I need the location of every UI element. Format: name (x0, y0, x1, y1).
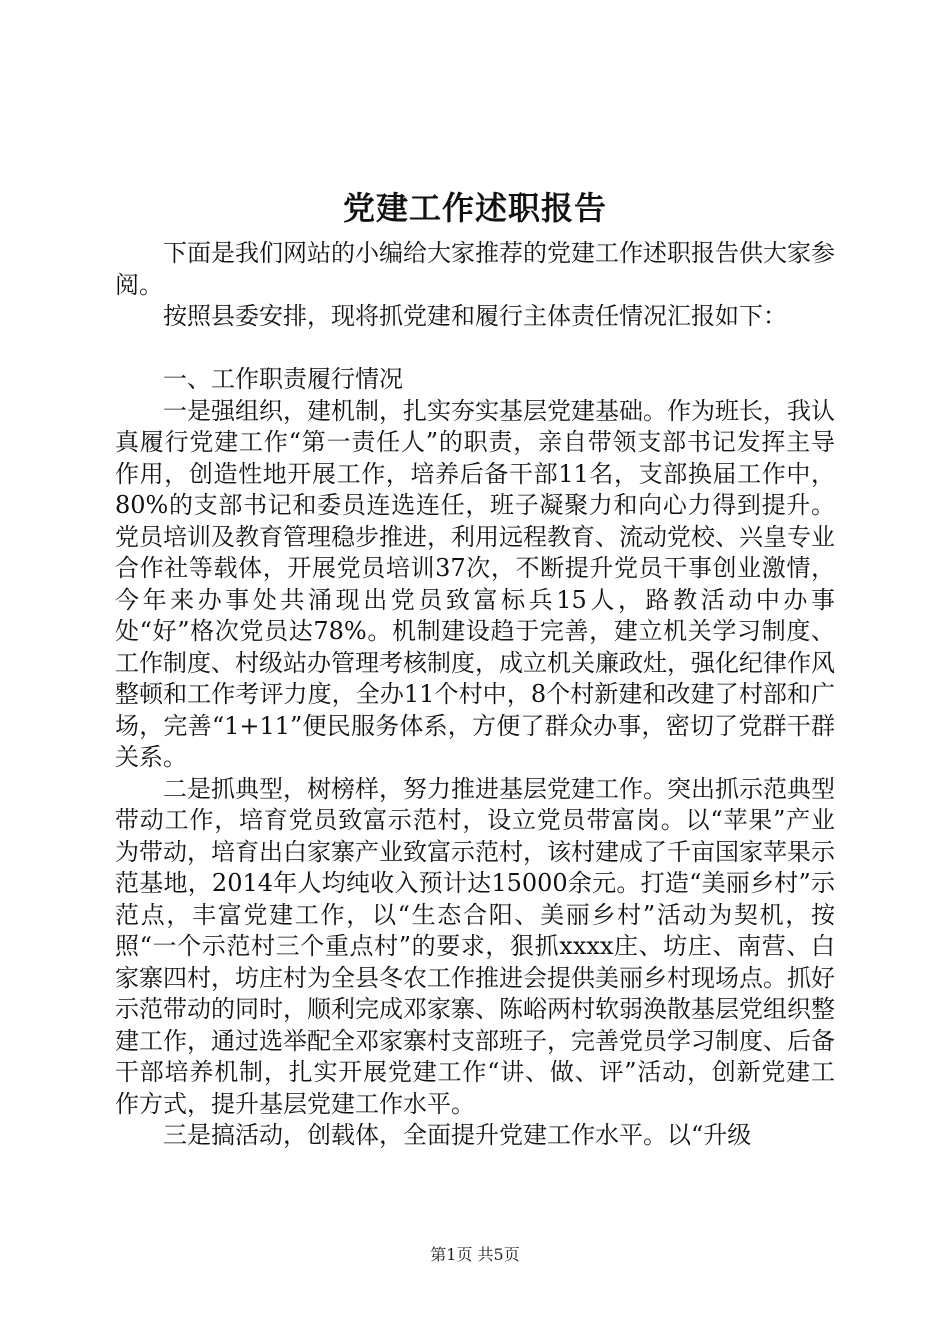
intro-paragraph: 下面是我们网站的小编给大家推荐的党建工作述职报告供大家参阅。 (115, 239, 835, 299)
body-paragraph: 二是抓典型，树榜样，努力推进基层党建工作。突出抓示范典型带动工作，培育党员致富示范村，设立党员带富岗。以“苹果”产业为带动，培育出白家寨产业致富示范村，该村建成了千亩国家苹果示范基地，2014年人均纯收入预计达15000余元。打造“美丽乡村”示范点，丰富党建工作，以“生态合阳、美丽乡村”活动为契机，按照“一个示范村三个重点村”的要求，狠抓xxxx庄、坊庄、南营、白家寨四村，坊庄村为全县冬农工作推进会提供美丽乡村现场点。抓好示范带动的同时，顺利完成邓家寨、陈峪两村软弱涣散基层党组织整建工作，通过选举配全邓家寨村支部班子，完善党员学习制度、后备干部培养机制，扎实开展党建工作“讲、做、评”活动，创新党建工作方式，提升基层党建工作水平。 (115, 774, 835, 1118)
section-heading: 一、工作职责履行情况 (163, 365, 403, 393)
report-opening-paragraph: 按照县委安排，现将抓党建和履行主体责任情况汇报如下： (163, 302, 787, 330)
body-paragraph: 三是搞活动，创载体，全面提升党建工作水平。以“升级 (163, 1121, 752, 1149)
body-paragraph: 一是强组织，建机制，扎实夯实基层党建基础。作为班长，我认真履行党建工作“第一责任人”的职责，亲自带领支部书记发挥主导作用，创造性地开展工作，培养后备干部11名，支部换届工作中，80%的支部书记和委员连选连任，班子凝聚力和向心力得到提升。党员培训及教育管理稳步推进，利用远程教育、流动党校、兴皇专业合作社等载体，开展党员培训37次，不断提升党员干事创业激情，今年来办事处共涌现出党员致富标兵15人，路教活动中办事处“好”格次党员达78%。机制建设趋于完善，建立机关学习制度、工作制度、村级站办管理考核制度，成立机关廉政灶，强化纪律作风整顿和工作考评力度，全办11个村中，8个村新建和改建了村部和广场，完善“1+11”便民服务体系，方便了群众办事，密切了党群干群关系。 (115, 396, 835, 771)
document-body (115, 238, 835, 1152)
document-title: 党建工作述职报告 (342, 189, 607, 227)
page-footer: 第1页 共5页 (430, 1245, 520, 1264)
